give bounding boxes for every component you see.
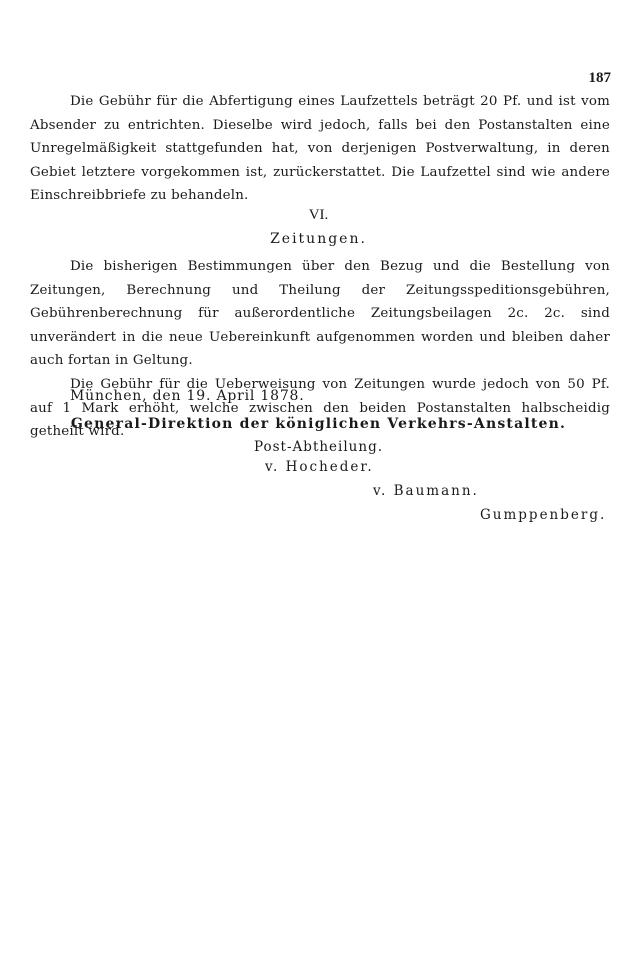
signatory-3: Gumppenberg. [480,507,607,523]
signatory-1: v. Hocheder. [265,459,374,475]
page-number: 187 [588,70,611,86]
date-line: München, den 19. April 1878. [70,388,305,404]
paragraph-3-text: Die Gebühr für die Ueberweisung von Zeitungen wurde jedoch von 50 Pf. auf 1 Mark erhöht, welche zwischen den beiden Postanstalten halbscheidig getheilt wird. [30,376,610,440]
department-name: Post-Abtheilung. [253,439,384,455]
issuing-authority: General-Direktion der königlichen Verkehrs-Anstalten. [70,416,567,432]
paragraph-1-text: Die Gebühr für die Abfertigung eines Laufzettels beträgt 20 Pf. und ist vom Absender zu entrichten. Dieselbe wird jedoch, falls bei den Postanstalten eine Unregelmäßigkeit stattgefunden hat, von derjenigen Postverwaltung, in deren Gebiet letztere vorgekommen ist, zurückerstattet. Die Laufzettel sind wie andere Einschreibbriefe zu behandeln. [30,94,610,204]
section-number: VI. [308,207,329,223]
paragraph-tracking-slip-fee [30,90,610,208]
section-title: Zeitungen. [270,231,367,247]
signatory-2: v. Baumann. [373,483,479,499]
paragraph-2-text: Die bisherigen Bestimmungen über den Bezug und die Bestellung von Zeitungen, Berechnung und Theilung der Zeitungsspeditionsgebühren, Gebührenberechnung für außerordentliche Zeitungsbeilagen 2c. 2c. sind unverändert in die neue Uebereinkunft aufgenommen worden und bleiben daher auch fortan in Geltung. [30,259,610,369]
